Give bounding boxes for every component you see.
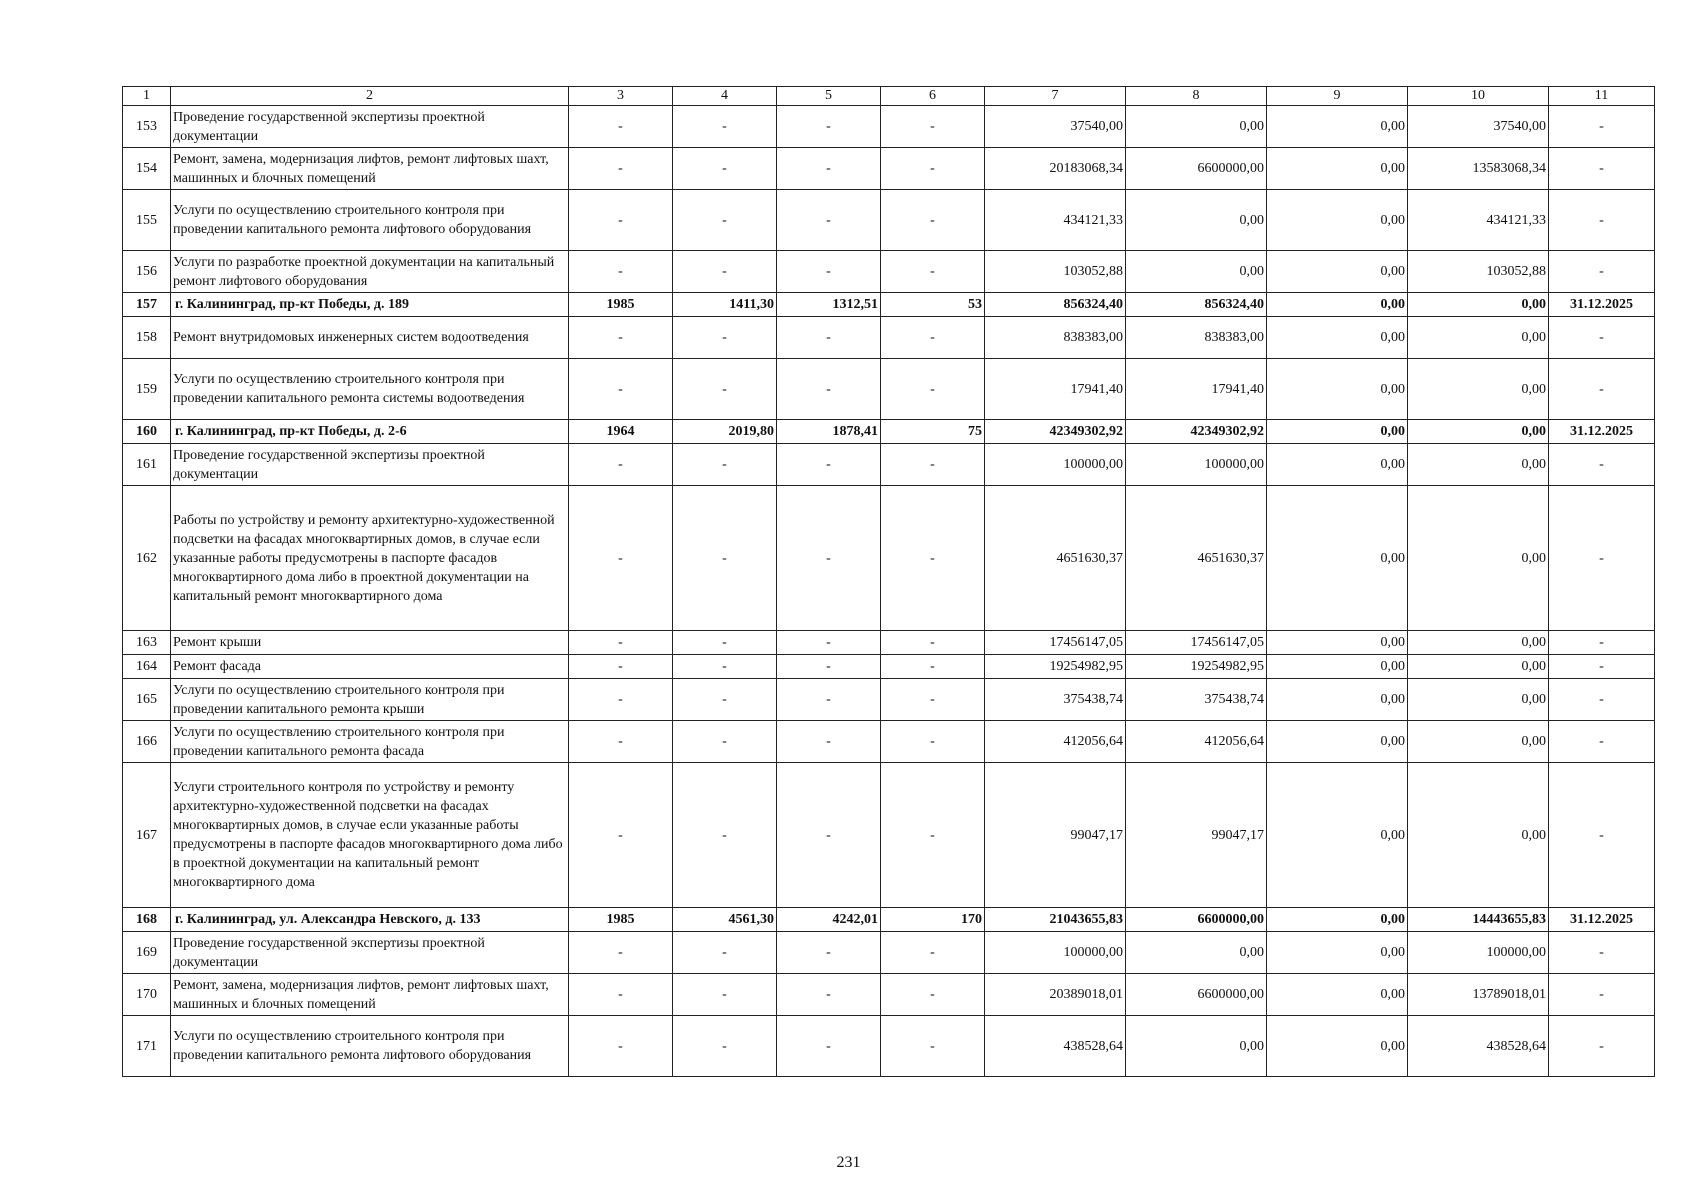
total-area-cell: - [673, 148, 777, 190]
other-cost-cell: 438528,64 [1408, 1016, 1549, 1077]
other-cost-cell: 0,00 [1408, 359, 1549, 420]
row-number-cell: 158 [123, 317, 171, 359]
work-row [123, 444, 1655, 486]
work-row [123, 251, 1655, 293]
row-number-cell: 161 [123, 444, 171, 486]
total-cost-cell: 434121,33 [985, 190, 1126, 251]
total-area-cell: - [673, 317, 777, 359]
work-row [123, 106, 1655, 148]
other-cost-cell: 14443655,83 [1408, 908, 1549, 932]
completion-date-cell: - [1549, 974, 1655, 1016]
total-cost-cell: 838383,00 [985, 317, 1126, 359]
work-name-cell: Ремонт внутридомовых инженерных систем водоотведения [171, 317, 569, 359]
fund-cost-cell: 375438,74 [1126, 679, 1267, 721]
budget-cost-cell: 0,00 [1267, 359, 1408, 420]
residents-count-cell: - [881, 190, 985, 251]
header-cell: 4 [673, 87, 777, 106]
address-row [123, 293, 1655, 317]
total-area-cell: - [673, 1016, 777, 1077]
work-row [123, 631, 1655, 655]
commission-year-cell: - [569, 679, 673, 721]
work-row [123, 763, 1655, 908]
budget-cost-cell: 0,00 [1267, 908, 1408, 932]
fund-cost-cell: 0,00 [1126, 932, 1267, 974]
total-cost-cell: 37540,00 [985, 106, 1126, 148]
residential-area-cell: - [777, 1016, 881, 1077]
row-number-cell: 165 [123, 679, 171, 721]
residential-area-cell: 4242,01 [777, 908, 881, 932]
work-name-cell: Ремонт фасада [171, 655, 569, 679]
commission-year-cell: - [569, 721, 673, 763]
fund-cost-cell: 6600000,00 [1126, 908, 1267, 932]
header-cell: 3 [569, 87, 673, 106]
work-name-cell: Услуги по осуществлению строительного контроля при проведении капитального ремонта фасада [171, 721, 569, 763]
header-cell: 9 [1267, 87, 1408, 106]
completion-date-cell: - [1549, 148, 1655, 190]
work-name-cell: г. Калининград, пр-кт Победы, д. 2-6 [171, 420, 569, 444]
residential-area-cell: - [777, 679, 881, 721]
work-row [123, 974, 1655, 1016]
completion-date-cell: - [1549, 251, 1655, 293]
row-number-cell: 167 [123, 763, 171, 908]
residential-area-cell: - [777, 106, 881, 148]
row-number-cell: 154 [123, 148, 171, 190]
completion-date-cell: - [1549, 1016, 1655, 1077]
row-number-cell: 166 [123, 721, 171, 763]
completion-date-cell: - [1549, 679, 1655, 721]
fund-cost-cell: 100000,00 [1126, 444, 1267, 486]
budget-cost-cell: 0,00 [1267, 679, 1408, 721]
commission-year-cell: - [569, 317, 673, 359]
header-cell: 7 [985, 87, 1126, 106]
work-name-cell: г. Калининград, пр-кт Победы, д. 189 [171, 293, 569, 317]
total-area-cell: - [673, 359, 777, 420]
residents-count-cell: - [881, 1016, 985, 1077]
budget-cost-cell: 0,00 [1267, 486, 1408, 631]
other-cost-cell: 13583068,34 [1408, 148, 1549, 190]
work-name-cell: Услуги по осуществлению строительного контроля при проведении капитального ремонта системы водоотведения [171, 359, 569, 420]
fund-cost-cell: 838383,00 [1126, 317, 1267, 359]
total-cost-cell: 375438,74 [985, 679, 1126, 721]
total-cost-cell: 438528,64 [985, 1016, 1126, 1077]
budget-cost-cell: 0,00 [1267, 721, 1408, 763]
budget-cost-cell: 0,00 [1267, 655, 1408, 679]
residents-count-cell: - [881, 679, 985, 721]
work-row [123, 190, 1655, 251]
fund-cost-cell: 17456147,05 [1126, 631, 1267, 655]
table-body [123, 106, 1655, 1077]
residents-count-cell: - [881, 106, 985, 148]
row-number-cell: 153 [123, 106, 171, 148]
residential-area-cell: - [777, 721, 881, 763]
other-cost-cell: 100000,00 [1408, 932, 1549, 974]
total-cost-cell: 412056,64 [985, 721, 1126, 763]
budget-cost-cell: 0,00 [1267, 974, 1408, 1016]
budget-cost-cell: 0,00 [1267, 190, 1408, 251]
row-number-cell: 169 [123, 932, 171, 974]
row-number-cell: 157 [123, 293, 171, 317]
work-name-cell: Проведение государственной экспертизы проектной документации [171, 444, 569, 486]
work-row [123, 359, 1655, 420]
total-area-cell: - [673, 721, 777, 763]
total-area-cell: - [673, 763, 777, 908]
total-cost-cell: 21043655,83 [985, 908, 1126, 932]
total-cost-cell: 20389018,01 [985, 974, 1126, 1016]
completion-date-cell: 31.12.2025 [1549, 420, 1655, 444]
row-number-cell: 160 [123, 420, 171, 444]
total-area-cell: - [673, 486, 777, 631]
other-cost-cell: 0,00 [1408, 444, 1549, 486]
budget-cost-cell: 0,00 [1267, 763, 1408, 908]
fund-cost-cell: 99047,17 [1126, 763, 1267, 908]
budget-cost-cell: 0,00 [1267, 932, 1408, 974]
total-area-cell: - [673, 251, 777, 293]
total-area-cell: 2019,80 [673, 420, 777, 444]
completion-date-cell: - [1549, 190, 1655, 251]
fund-cost-cell: 17941,40 [1126, 359, 1267, 420]
work-name-cell: г. Калининград, ул. Александра Невского, д. 133 [171, 908, 569, 932]
other-cost-cell: 103052,88 [1408, 251, 1549, 293]
fund-cost-cell: 19254982,95 [1126, 655, 1267, 679]
work-row [123, 317, 1655, 359]
work-name-cell: Проведение государственной экспертизы проектной документации [171, 932, 569, 974]
residents-count-cell: - [881, 444, 985, 486]
residential-area-cell: - [777, 317, 881, 359]
work-name-cell: Ремонт, замена, модернизация лифтов, ремонт лифтовых шахт, машинных и блочных помещений [171, 974, 569, 1016]
commission-year-cell: - [569, 251, 673, 293]
row-number-cell: 164 [123, 655, 171, 679]
commission-year-cell: - [569, 655, 673, 679]
row-number-cell: 155 [123, 190, 171, 251]
residents-count-cell: - [881, 932, 985, 974]
header-cell: 1 [123, 87, 171, 106]
work-name-cell: Проведение государственной экспертизы проектной документации [171, 106, 569, 148]
fund-cost-cell: 4651630,37 [1126, 486, 1267, 631]
total-area-cell: - [673, 655, 777, 679]
address-row [123, 420, 1655, 444]
budget-cost-cell: 0,00 [1267, 293, 1408, 317]
fund-cost-cell: 6600000,00 [1126, 148, 1267, 190]
residents-count-cell: - [881, 486, 985, 631]
other-cost-cell: 0,00 [1408, 293, 1549, 317]
row-number-cell: 162 [123, 486, 171, 631]
other-cost-cell: 0,00 [1408, 631, 1549, 655]
residents-count-cell: 53 [881, 293, 985, 317]
residents-count-cell: 75 [881, 420, 985, 444]
commission-year-cell: 1985 [569, 908, 673, 932]
residential-area-cell: - [777, 148, 881, 190]
fund-cost-cell: 0,00 [1126, 106, 1267, 148]
residents-count-cell: - [881, 721, 985, 763]
work-name-cell: Услуги по осуществлению строительного контроля при проведении капитального ремонта лифтового оборудования [171, 190, 569, 251]
commission-year-cell: - [569, 974, 673, 1016]
work-name-cell: Услуги по осуществлению строительного контроля при проведении капитального ремонта крыши [171, 679, 569, 721]
completion-date-cell: - [1549, 486, 1655, 631]
residential-area-cell: - [777, 631, 881, 655]
work-row [123, 486, 1655, 631]
other-cost-cell: 0,00 [1408, 721, 1549, 763]
other-cost-cell: 0,00 [1408, 679, 1549, 721]
row-number-cell: 159 [123, 359, 171, 420]
fund-cost-cell: 0,00 [1126, 190, 1267, 251]
other-cost-cell: 0,00 [1408, 420, 1549, 444]
budget-cost-cell: 0,00 [1267, 1016, 1408, 1077]
other-cost-cell: 37540,00 [1408, 106, 1549, 148]
address-row [123, 908, 1655, 932]
page-number: 231 [836, 1154, 861, 1171]
commission-year-cell: - [569, 631, 673, 655]
fund-cost-cell: 856324,40 [1126, 293, 1267, 317]
total-cost-cell: 17941,40 [985, 359, 1126, 420]
residential-area-cell: 1312,51 [777, 293, 881, 317]
total-cost-cell: 20183068,34 [985, 148, 1126, 190]
other-cost-cell: 13789018,01 [1408, 974, 1549, 1016]
header-cell: 8 [1126, 87, 1267, 106]
work-row [123, 721, 1655, 763]
fund-cost-cell: 0,00 [1126, 1016, 1267, 1077]
work-name-cell: Услуги строительного контроля по устройству и ремонту архитектурно-художественной подсветки на фасадах многоквартирных домов, в случае если указанные работы предусмотрены в паспорте фасадов многоквартирного дома либо в проектной документации на капитальный ремонт многоквартирного дома [171, 763, 569, 908]
completion-date-cell: - [1549, 721, 1655, 763]
total-area-cell: 4561,30 [673, 908, 777, 932]
row-number-cell: 170 [123, 974, 171, 1016]
work-name-cell: Услуги по осуществлению строительного контроля при проведении капитального ремонта лифтового оборудования [171, 1016, 569, 1077]
capital-repair-table [122, 86, 1655, 1077]
work-row [123, 148, 1655, 190]
total-area-cell: - [673, 631, 777, 655]
total-area-cell: - [673, 932, 777, 974]
fund-cost-cell: 42349302,92 [1126, 420, 1267, 444]
work-name-cell: Услуги по разработке проектной документации на капитальный ремонт лифтового оборудования [171, 251, 569, 293]
residential-area-cell: - [777, 251, 881, 293]
work-row [123, 932, 1655, 974]
budget-cost-cell: 0,00 [1267, 148, 1408, 190]
residential-area-cell: 1878,41 [777, 420, 881, 444]
commission-year-cell: - [569, 763, 673, 908]
residential-area-cell: - [777, 655, 881, 679]
residential-area-cell: - [777, 932, 881, 974]
residential-area-cell: - [777, 974, 881, 1016]
residential-area-cell: - [777, 359, 881, 420]
total-cost-cell: 100000,00 [985, 932, 1126, 974]
completion-date-cell: - [1549, 655, 1655, 679]
fund-cost-cell: 0,00 [1126, 251, 1267, 293]
work-name-cell: Ремонт, замена, модернизация лифтов, ремонт лифтовых шахт, машинных и блочных помещений [171, 148, 569, 190]
residents-count-cell: - [881, 974, 985, 1016]
residents-count-cell: - [881, 317, 985, 359]
residents-count-cell: - [881, 655, 985, 679]
commission-year-cell: - [569, 444, 673, 486]
residents-count-cell: - [881, 148, 985, 190]
total-cost-cell: 103052,88 [985, 251, 1126, 293]
total-cost-cell: 19254982,95 [985, 655, 1126, 679]
total-area-cell: - [673, 190, 777, 251]
total-cost-cell: 99047,17 [985, 763, 1126, 908]
budget-cost-cell: 0,00 [1267, 420, 1408, 444]
header-cell: 6 [881, 87, 985, 106]
completion-date-cell: 31.12.2025 [1549, 908, 1655, 932]
work-row [123, 655, 1655, 679]
budget-cost-cell: 0,00 [1267, 444, 1408, 486]
work-row [123, 679, 1655, 721]
row-number-cell: 168 [123, 908, 171, 932]
completion-date-cell: - [1549, 444, 1655, 486]
budget-cost-cell: 0,00 [1267, 251, 1408, 293]
total-cost-cell: 856324,40 [985, 293, 1126, 317]
fund-cost-cell: 412056,64 [1126, 721, 1267, 763]
total-cost-cell: 17456147,05 [985, 631, 1126, 655]
total-cost-cell: 42349302,92 [985, 420, 1126, 444]
other-cost-cell: 434121,33 [1408, 190, 1549, 251]
total-cost-cell: 4651630,37 [985, 486, 1126, 631]
total-cost-cell: 100000,00 [985, 444, 1126, 486]
commission-year-cell: 1985 [569, 293, 673, 317]
residents-count-cell: 170 [881, 908, 985, 932]
commission-year-cell: 1964 [569, 420, 673, 444]
completion-date-cell: - [1549, 106, 1655, 148]
header-cell: 5 [777, 87, 881, 106]
completion-date-cell: - [1549, 317, 1655, 359]
residents-count-cell: - [881, 251, 985, 293]
header-cell: 11 [1549, 87, 1655, 106]
residential-area-cell: - [777, 444, 881, 486]
total-area-cell: - [673, 444, 777, 486]
residential-area-cell: - [777, 486, 881, 631]
commission-year-cell: - [569, 106, 673, 148]
residential-area-cell: - [777, 763, 881, 908]
work-row [123, 1016, 1655, 1077]
work-name-cell: Ремонт крыши [171, 631, 569, 655]
work-name-cell: Работы по устройству и ремонту архитектурно-художественной подсветки на фасадах многоквартирных домов, в случае если указанные работы предусмотрены в паспорте фасадов многоквартирного дома либо в проектной документации на капитальный ремонт многоквартирного дома [171, 486, 569, 631]
other-cost-cell: 0,00 [1408, 763, 1549, 908]
row-number-cell: 163 [123, 631, 171, 655]
budget-cost-cell: 0,00 [1267, 317, 1408, 359]
budget-cost-cell: 0,00 [1267, 106, 1408, 148]
total-area-cell: 1411,30 [673, 293, 777, 317]
other-cost-cell: 0,00 [1408, 317, 1549, 359]
commission-year-cell: - [569, 359, 673, 420]
header-row [123, 87, 1655, 106]
total-area-cell: - [673, 106, 777, 148]
commission-year-cell: - [569, 1016, 673, 1077]
row-number-cell: 171 [123, 1016, 171, 1077]
commission-year-cell: - [569, 932, 673, 974]
residents-count-cell: - [881, 359, 985, 420]
total-area-cell: - [673, 974, 777, 1016]
other-cost-cell: 0,00 [1408, 655, 1549, 679]
row-number-cell: 156 [123, 251, 171, 293]
completion-date-cell: - [1549, 763, 1655, 908]
completion-date-cell: 31.12.2025 [1549, 293, 1655, 317]
commission-year-cell: - [569, 190, 673, 251]
completion-date-cell: - [1549, 631, 1655, 655]
commission-year-cell: - [569, 148, 673, 190]
completion-date-cell: - [1549, 932, 1655, 974]
completion-date-cell: - [1549, 359, 1655, 420]
other-cost-cell: 0,00 [1408, 486, 1549, 631]
residents-count-cell: - [881, 631, 985, 655]
fund-cost-cell: 6600000,00 [1126, 974, 1267, 1016]
commission-year-cell: - [569, 486, 673, 631]
residential-area-cell: - [777, 190, 881, 251]
header-cell: 10 [1408, 87, 1549, 106]
residents-count-cell: - [881, 763, 985, 908]
total-area-cell: - [673, 679, 777, 721]
budget-cost-cell: 0,00 [1267, 631, 1408, 655]
header-cell: 2 [171, 87, 569, 106]
